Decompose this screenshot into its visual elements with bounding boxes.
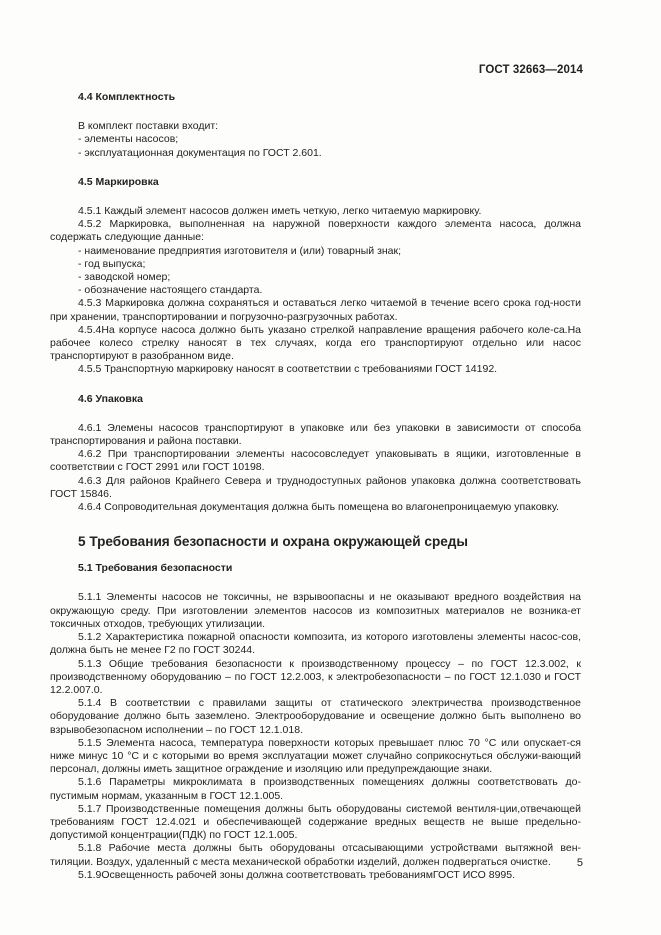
doc-code: ГОСТ 32663—2014 [478, 64, 583, 76]
paragraph: 5.1.7 Производственные помещения должны быть оборудованы системой вентиля-ции,отвечающей требованиям ГОСТ 12.4.021 и обеспечивающей содержание вредных веществ не выше предельно-допустимой концентрации(ПДК) по ГОСТ 12.1.005. [50, 802, 581, 842]
list-item: - элементы насосов; [78, 133, 179, 146]
paragraph: 5.1.3 Общие требования безопасности к производственному процессу – по ГОСТ 12.3.002, к производственному оборудованию – по ГОСТ 12.2.003, к электробезопасности – по ГОСТ 12.1.030 и ГОСТ 12.2.007.0. [50, 657, 581, 696]
paragraph: 5.1.1 Элементы насосов не токсичны, не взрывоопасны и не оказывают вредного воздействия на окружающую среду. При изготовлении элементов насосов из композитных материалов не возника-ет токсичных отходов, требующих утилизации. [50, 591, 581, 630]
list-item: - год выпуска; [78, 257, 146, 270]
paragraph: 4.6.1 Элемены насосов транспортируют в упаковке или без упаковки в зависимости от способа транспортирования и района поставки. [50, 421, 581, 448]
paragraph: 4.6.2 При транспортировании элементы насосовследует упаковывать в ящики, изготовленные в соответствии с ГОСТ 2991 или ГОСТ 10198. [50, 448, 581, 474]
paragraph: 5.1.8 Рабочие места должны быть оборудованы отсасывающими устройствами вытяжной вен-тиляции. Воздух, удаленный с места механической обработки изделий, должен подвергаться очистке. [50, 842, 581, 868]
paragraph: 5.1.4 В соответствии с правилами защиты от статического электричества производственное оборудование должно быть заземлено. Электрооборудование и освещение должно быть выполнено во взрывобезопасном исполнении – по ГОСТ 12.1.018. [50, 697, 581, 736]
paragraph: 5.1.6 Параметры микроклимата в производственных помещениях должны соответствовать до-пустимым нормам, указанным в ГОСТ 12.1.005. [50, 776, 581, 802]
paragraph: 4.6.3 Для районов Крайнего Севера и труднодоступных районов упаковка должна соответствовать ГОСТ 15846. [50, 474, 581, 500]
paragraph: 4.5.2 Маркировка, выполненная на наружной поверхности каждого элемента насоса, должна содержать следующие данные: [50, 218, 581, 244]
paragraph: 4.5.3 Маркировка должна сохраняться и оставаться легко читаемой в течение всего срока год-ности при хранении, транспортировании и погрузочно-разгрузочных работах. [50, 297, 581, 323]
paragraph: В комплект поставки входит: [78, 120, 219, 133]
paragraph: 5.1.5 Элемента насоса, температура поверхности которых превышает плюс 70 °С или опускает-ся ниже минус 10 °С и с которыми во время эксплуатации может случайно соприкоснуться обслужи-вающий персонал, должны иметь защитное ограждение и изоляцию или предупреждающие знаки. [50, 736, 581, 776]
paragraph: 4.6.4 Сопроводительная документация должна быть помещена во влагонепроницаемую упаковку. [78, 501, 559, 514]
paragraph: 4.5.5 Транспортную маркировку наносят в соответствии с требованиями ГОСТ 14192. [78, 363, 498, 376]
paragraph: 5.1.9Освещенность рабочей зоны должна соответствовать требованиямГОСТ ИСО 8995. [78, 868, 516, 881]
list-item: - эксплуатационная документация по ГОСТ 2.601. [78, 146, 322, 159]
page-content [50, 84, 581, 882]
section-4-6-title: 4.6 Упаковка [78, 392, 143, 405]
list-item: - заводской номер; [78, 271, 171, 284]
paragraph: 5.1.2 Характеристика пожарной опасности композита, из которого изготовлены элементы насос-сов, должна быть не менее Г2 по ГОСТ 30244. [50, 631, 581, 657]
page-number: 5 [576, 857, 583, 869]
section-5-title: 5 Требования безопасности и охрана окружающей среды [78, 534, 469, 550]
list-item: - наименование предприятия изготовителя и (или) товарный знак; [78, 244, 402, 257]
section-5-1-title: 5.1 Требования безопасности [78, 562, 233, 575]
list-item: - обозначение настоящего стандарта. [78, 284, 263, 297]
section-4-5-title: 4.5 Маркировка [78, 175, 159, 188]
paragraph: 4.5.4На корпусе насоса должно быть указано стрелкой направление вращения рабочего коле-са.На рабочее колесо стрелку наносят в тех случаях, когда его транспортируют отдельно или насос транспортируют в разобранном виде. [50, 323, 581, 363]
section-4-4-title: 4.4 Комплектность [78, 91, 176, 103]
paragraph: 4.5.1 Каждый элемент насосов должен иметь четкую, легко читаемую маркировку. [78, 205, 482, 218]
